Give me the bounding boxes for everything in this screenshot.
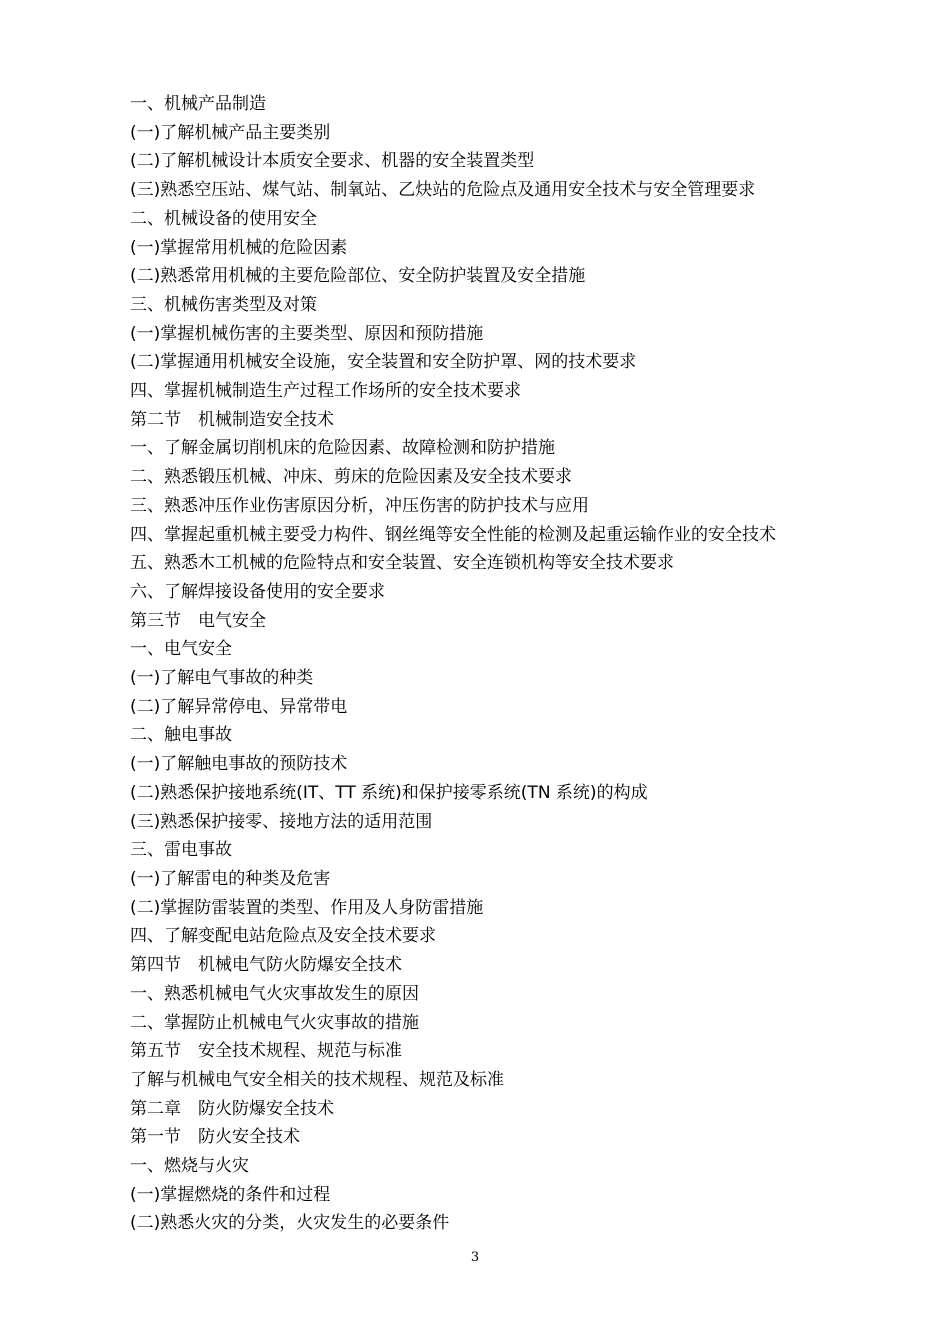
text-line: 一、熟悉机械电气火灾事故发生的原因	[130, 983, 419, 1004]
text-line: 一、机械产品制造	[130, 94, 266, 114]
text-line: (二)熟悉保护接地系统(IT、TT 系统)和保护接零系统(TN 系统)的构成	[130, 782, 648, 803]
text-line: (二)掌握通用机械安全设施，安全装置和安全防护罩、网的技术要求	[130, 352, 637, 373]
text-line: 五、熟悉木工机械的危险特点和安全装置、安全连锁机构等安全技术要求	[130, 553, 674, 574]
text-line: (二)了解机械设计本质安全要求、机器的安全装置类型	[130, 151, 535, 172]
text-line: (一)了解雷电的种类及危害	[130, 868, 331, 889]
text-line: (二)熟悉常用机械的主要危险部位、安全防护装置及安全措施	[130, 266, 586, 287]
text-line: 第四节 机械电气防火防爆安全技术	[130, 955, 402, 976]
page-number: 3	[470, 1250, 480, 1265]
text-line: (一)掌握机械伤害的主要类型、原因和预防措施	[130, 323, 484, 344]
text-line: (三)熟悉空压站、煤气站、制氧站、乙炔站的危险点及通用安全技术与安全管理要求	[130, 180, 756, 201]
text-line: 六、了解焊接设备使用的安全要求	[130, 581, 385, 602]
text-line: 三、熟悉冲压作业伤害原因分析，冲压伤害的防护技术与应用	[130, 495, 589, 516]
text-line: 第二节 机械制造安全技术	[130, 409, 334, 430]
text-line: (一)了解机械产品主要类别	[130, 122, 331, 143]
text-line: (三)熟悉保护接零、接地方法的适用范围	[130, 811, 433, 832]
text-line: 三、机械伤害类型及对策	[130, 294, 317, 315]
text-line: (一)掌握常用机械的危险因素	[130, 237, 348, 258]
document-body	[130, 90, 890, 1238]
text-line: 第一节 防火安全技术	[130, 1127, 300, 1148]
text-line: 四、掌握机械制造生产过程工作场所的安全技术要求	[130, 381, 521, 402]
text-line: (一)了解触电事故的预防技术	[130, 754, 348, 775]
text-line: (一)了解电气事故的种类	[130, 668, 314, 689]
text-line: 四、掌握起重机械主要受力构件、钢丝绳等安全性能的检测及起重运输作业的安全技术	[130, 524, 776, 545]
text-line: 二、掌握防止机械电气火灾事故的措施	[130, 1012, 419, 1033]
text-line: 第二章 防火防爆安全技术	[130, 1098, 334, 1119]
text-line: 第五节 安全技术规程、规范与标准	[130, 1041, 402, 1062]
text-line: 一、燃烧与火灾	[130, 1156, 249, 1177]
text-line: (二)掌握防雷装置的类型、作用及人身防雷措施	[130, 897, 484, 918]
text-line: (二)熟悉火灾的分类，火灾发生的必要条件	[130, 1213, 450, 1234]
text-line: 二、熟悉锻压机械、冲床、剪床的危险因素及安全技术要求	[130, 467, 572, 488]
text-line: 二、触电事故	[130, 725, 232, 746]
text-line: 三、雷电事故	[130, 840, 232, 861]
text-line: 一、电气安全	[130, 639, 232, 660]
text-line: (一)掌握燃烧的条件和过程	[130, 1184, 331, 1205]
text-line: 第三节 电气安全	[130, 610, 266, 631]
text-line: 一、了解金属切削机床的危险因素、故障检测和防护措施	[130, 438, 555, 459]
text-line: 了解与机械电气安全相关的技术规程、规范及标准	[130, 1069, 504, 1090]
text-line: (二)了解异常停电、异常带电	[130, 696, 348, 717]
text-line: 四、了解变配电站危险点及安全技术要求	[130, 926, 436, 947]
text-line: 二、机械设备的使用安全	[130, 208, 317, 229]
